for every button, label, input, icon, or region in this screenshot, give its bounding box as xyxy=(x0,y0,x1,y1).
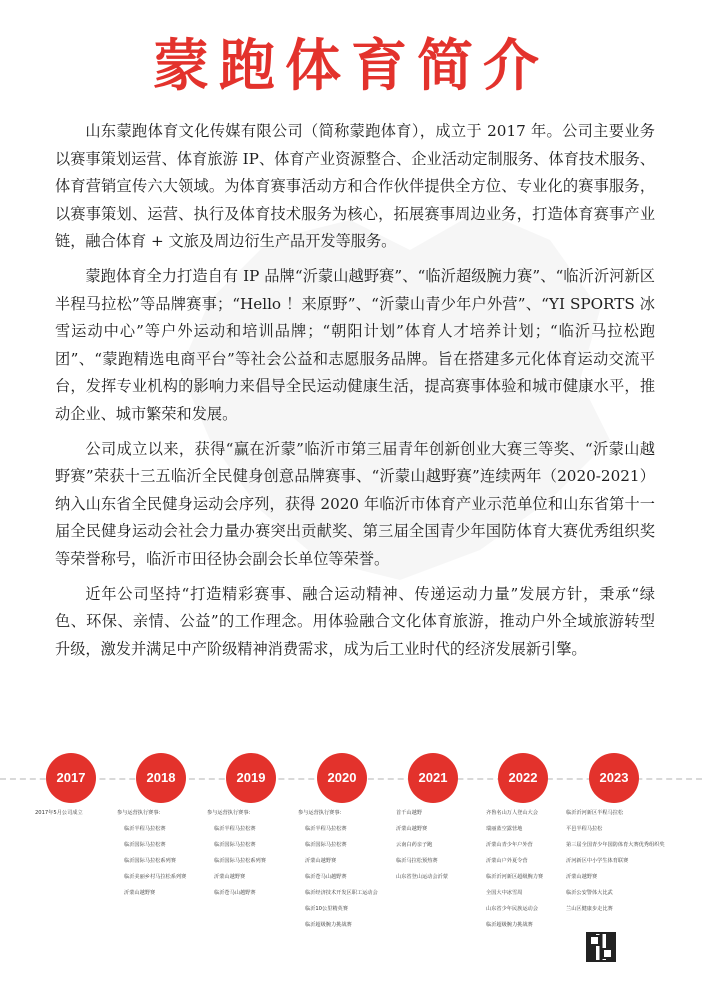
list-item: 临沂10公里精英赛 xyxy=(305,906,348,912)
list-item: 第三届全国青少年国防体育大赛优秀组织奖 xyxy=(566,842,665,848)
list-item: 临沂沂河新区半程马拉松 xyxy=(566,810,624,816)
timeline xyxy=(0,748,702,808)
timeline-column-2017 xyxy=(35,810,83,816)
list-item: 云南白药亲子跑 xyxy=(396,842,433,848)
timeline-column-2023 xyxy=(566,810,665,922)
list-item: 齐鲁名山万人登山大会 xyxy=(486,810,538,816)
list-item: 临沂半程马拉松赛 xyxy=(214,826,256,832)
year-badge-2023: 2023 xyxy=(589,753,639,803)
list-item: 临沂经济技术开发区职工运动会 xyxy=(305,890,378,896)
timeline-column-2020 xyxy=(298,810,378,938)
list-item: 沂蒙山青少年户外营 xyxy=(486,842,533,848)
list-item: 临沂苍马山越野赛 xyxy=(305,874,347,880)
timeline-column-2021 xyxy=(396,810,448,890)
list-item: 临沂国际马拉松赛 xyxy=(124,842,166,848)
year-badge-2019: 2019 xyxy=(226,753,276,803)
timeline-column-2019 xyxy=(207,810,266,906)
list-item: 全国大中冰雪周 xyxy=(486,890,523,896)
list-item: 沂河新区中小学生体育联赛 xyxy=(566,858,629,864)
list-item: 沂蒙山越野赛 xyxy=(124,890,156,896)
paragraph-1: 山东蒙跑体育文化传媒有限公司（简称蒙跑体育），成立于 2017 年。公司主要业务以赛事策划运营、体育旅游 IP、体育产业资源整合、企业活动定制服务、体育技术服务、体育营销宣传六大领域。为体育赛事活动方和合作伙伴提供全方位、专业化的赛事服务，以赛事策划、运营、执行及体育技术服务为核心，拓展赛事周边业务，打造体育赛事产业链，融合体育 + 文旅及周边衍生产品开发等服务。 xyxy=(55,122,655,251)
list-item: 瑞丽蓝空露营地 xyxy=(486,826,523,832)
list-item: 沂蒙山越野赛 xyxy=(396,826,428,832)
timeline-column-2022 xyxy=(486,810,543,938)
list-item: 临沂半程马拉松赛 xyxy=(305,826,347,832)
year-badge-2018: 2018 xyxy=(136,753,186,803)
list-item: 沂蒙山越野赛 xyxy=(214,874,246,880)
list-heading: 参与运营执行赛事： xyxy=(298,810,345,816)
list-heading: 参与运营执行赛事： xyxy=(117,810,164,816)
list-item: 临沂超级腕力挑战赛 xyxy=(305,922,352,928)
list-item: 临沂国际马拉松系列赛 xyxy=(124,858,176,864)
list-item: 临沂国际马拉松系列赛 xyxy=(214,858,266,864)
page-title: 蒙跑体育简介 xyxy=(153,34,549,99)
list-item: 临沂半程马拉松赛 xyxy=(124,826,166,832)
list-item: 临沂国际马拉松赛 xyxy=(305,842,347,848)
list-item: 平邑半程马拉松 xyxy=(566,826,603,832)
year-badge-2021: 2021 xyxy=(408,753,458,803)
list-item: 临沂国际马拉松赛 xyxy=(214,842,256,848)
list-item: 临沂美丽乡村马拉松系列赛 xyxy=(124,874,187,880)
list-heading: 参与运营执行赛事： xyxy=(207,810,254,816)
list-item: 首千山越野 xyxy=(396,810,422,816)
list-item: 山东省少年民族运动会 xyxy=(486,906,538,912)
list-item: 临沂超级腕力挑战赛 xyxy=(486,922,533,928)
timeline-column-2018 xyxy=(117,810,186,906)
list-item: 兰山区健康步走比赛 xyxy=(566,906,613,912)
list-item: 山东省登山运动会沂蒙 xyxy=(396,874,448,880)
list-item: 沂蒙山户外夏令营 xyxy=(486,858,528,864)
paragraph-4: 近年公司坚持“打造精彩赛事、融合运动精神、传递运动力量”发展方针，秉承“绿色、环保、亲情、公益”的工作理念。用体验融合文化体育旅游，推动户外全域旅游转型升级，激发并满足中产阶级精神消费需求，成为后工业时代的经济发展新引擎。 xyxy=(55,584,655,658)
list-item: 沂蒙山越野赛 xyxy=(566,874,598,880)
year-badge-2022: 2022 xyxy=(498,753,548,803)
list-item: 临沂公安警体大比武 xyxy=(566,890,613,896)
list-item: 临沂沂河新区超级腕力赛 xyxy=(486,874,544,880)
year-badge-2020: 2020 xyxy=(317,753,367,803)
qr-code-icon xyxy=(586,932,616,962)
paragraph-3: 公司成立以来，获得“赢在沂蒙”临沂市第三届青年创新创业大赛三等奖、“沂蒙山越野赛”荣获十三五临沂全民健身创意品牌赛事、“沂蒙山越野赛”连续两年（2020-2021）纳入山东省全民健身运动会序列，获得 2020 年临沂市体育产业示范单位和山东省第十一届全民健身运动会社会力量办赛突出贡献奖、第三届全国青少年国防体育大赛优秀组织奖等荣誉称号，临沂市田径协会副会长单位等荣誉。 xyxy=(55,439,655,568)
list-item: 临沂马拉松预热赛 xyxy=(396,858,438,864)
list-item: 沂蒙山越野赛 xyxy=(305,858,337,864)
intro-text xyxy=(55,118,655,670)
year-badge-2017: 2017 xyxy=(46,753,96,803)
list-item: 2017年5月公司成立 xyxy=(35,810,83,816)
list-item: 临沂苍马山越野赛 xyxy=(214,890,256,896)
paragraph-2: 蒙跑体育全力打造自有 IP 品牌“沂蒙山越野赛”、“临沂超级腕力赛”、“临沂沂河新区半程马拉松”等品牌赛事；“Hello ！来原野”、“沂蒙山青少年户外营”、“YI SPORTS 冰雪运动中心”等户外运动和培训品牌；“朝阳计划”体育人才培养计划；“临沂马拉松跑团”、“蒙跑精选电商平台”等社会公益和志愿服务品牌。旨在搭建多元化体育运动交流平台，发挥专业机构的影响力来倡导全民运动健康生活，提高赛事体验和城市健康水平，推动企业、城市繁荣和发展。 xyxy=(55,266,655,423)
